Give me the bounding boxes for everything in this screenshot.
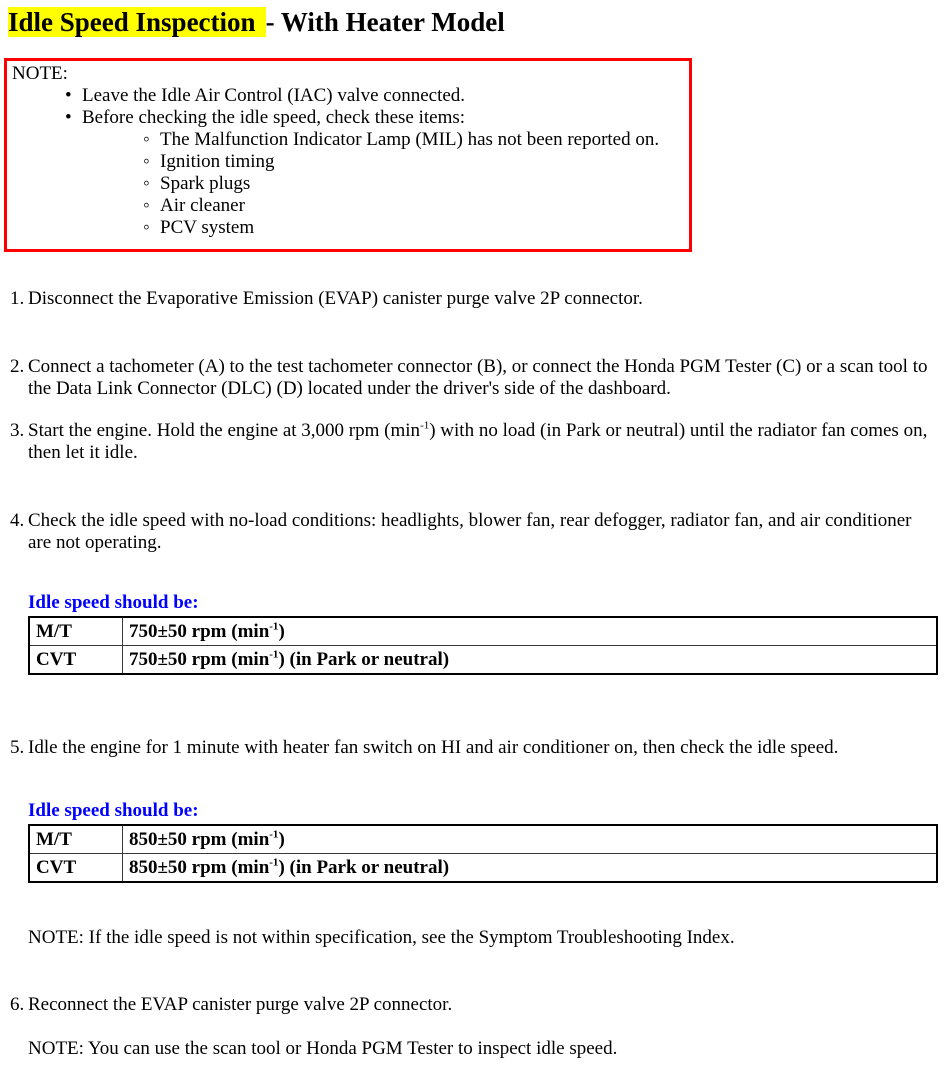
end-note: NOTE: You can use the scan tool or Honda PGM Tester to inspect idle speed. [28,1038,618,1059]
row-value-cell [123,617,938,646]
step-3 [10,420,950,464]
note-bullet-text: Leave the Idle Air Control (IAC) valve connected. [82,85,466,106]
row-label-cell: CVT [29,646,123,675]
idle-speed-spec-section-2 [28,800,950,883]
row-value-cell [123,825,938,854]
spec-value-pre: 750±50 rpm (min [129,648,270,670]
note-box-label: NOTE: [12,63,68,84]
superscript: -1 [269,648,279,661]
idle-speed-spec-section-1 [28,592,950,675]
step-number: 3. [10,420,25,441]
table-row [29,854,937,883]
circle-bullet-icon: ◦ [143,151,150,172]
circle-bullet-icon: ◦ [143,217,150,238]
step-text [28,420,933,464]
step-text: Reconnect the EVAP canister purge valve 2P connector. [28,994,453,1015]
spec-value-post: ) (in Park or neutral) [278,856,450,878]
note-sub-bullet-item [12,173,684,195]
spec-value-pre: 750±50 rpm (min [129,620,270,642]
superscript: -1 [269,620,279,633]
title-rest: - With Heater Model [265,7,505,37]
note-sub-bullet-text: Ignition timing [160,151,275,172]
spec-value-post: ) (in Park or neutral) [278,648,450,670]
step-text-post: ) with no load (in Park or neutral) until the radiator fan comes on, then let it idle. [28,420,928,463]
row-label-cell: M/T [29,825,123,854]
circle-bullet-icon: ◦ [143,173,150,194]
step-number: 6. [10,994,25,1015]
bullet-icon: • [65,107,72,128]
step-text: Idle the engine for 1 minute with heater fan switch on HI and air conditioner on, then check the idle speed. [28,737,839,758]
spec-value-post: ) [278,828,285,850]
note-box [4,58,692,252]
table-row [29,825,937,854]
row-label-cell: CVT [29,854,123,883]
step-number: 5. [10,737,25,758]
spec-value-post: ) [278,620,285,642]
note-bullet-item [12,85,684,107]
step-text-pre: Start the engine. Hold the engine at 3,000 rpm (min [28,420,421,441]
spec-heading: Idle speed should be: [28,592,199,613]
circle-bullet-icon: ◦ [143,129,150,150]
note-sub-bullet-item [12,151,684,173]
title-highlight: Idle Speed Inspection [8,7,266,37]
mid-note: NOTE: If the idle speed is not within specification, see the Symptom Troubleshooting Index. [28,927,735,948]
step-4 [10,510,950,554]
step-number: 4. [10,510,25,531]
page-title [8,6,950,38]
spec-value-pre: 850±50 rpm (min [129,828,270,850]
step-number: 2. [10,356,25,377]
note-sub-bullet-item [12,217,684,239]
bullet-icon: • [65,85,72,106]
note-sub-bullet-text: Air cleaner [160,195,245,216]
superscript: -1 [269,828,279,841]
idle-speed-spec-table-1 [28,616,938,675]
step-2 [10,356,950,400]
superscript: -1 [269,856,279,869]
step-text: Disconnect the Evaporative Emission (EVAP) canister purge valve 2P connector. [28,288,643,309]
superscript: -1 [420,419,430,432]
row-label-cell: M/T [29,617,123,646]
row-value-cell [123,646,938,675]
step-5 [10,737,950,759]
step-text: Connect a tachometer (A) to the test tachometer connector (B), or connect the Honda PGM Tester (C) or a scan tool to the Data Link Connector (DLC) (D) located under the driver's side of the dashboard. [28,356,928,399]
step-1 [10,288,950,310]
note-sub-bullet-text: PCV system [160,217,255,238]
spec-heading: Idle speed should be: [28,800,199,821]
step-text: Check the idle speed with no-load conditions: headlights, blower fan, rear defogger, radiator fan, and air conditioner are not operating. [28,510,912,553]
note-bullet-item [12,107,684,129]
table-row [29,646,937,675]
note-sub-bullet-item [12,195,684,217]
note-bullet-text: Before checking the idle speed, check these items: [82,107,466,128]
table-row [29,617,937,646]
row-value-cell [123,854,938,883]
step-number: 1. [10,288,25,309]
idle-speed-spec-table-2 [28,824,938,883]
spec-value-pre: 850±50 rpm (min [129,856,270,878]
step-6 [10,994,950,1016]
note-sub-bullet-text: Spark plugs [160,173,251,194]
note-sub-bullet-text: The Malfunction Indicator Lamp (MIL) has not been reported on. [160,129,660,150]
note-sub-bullet-item [12,129,684,151]
circle-bullet-icon: ◦ [143,195,150,216]
